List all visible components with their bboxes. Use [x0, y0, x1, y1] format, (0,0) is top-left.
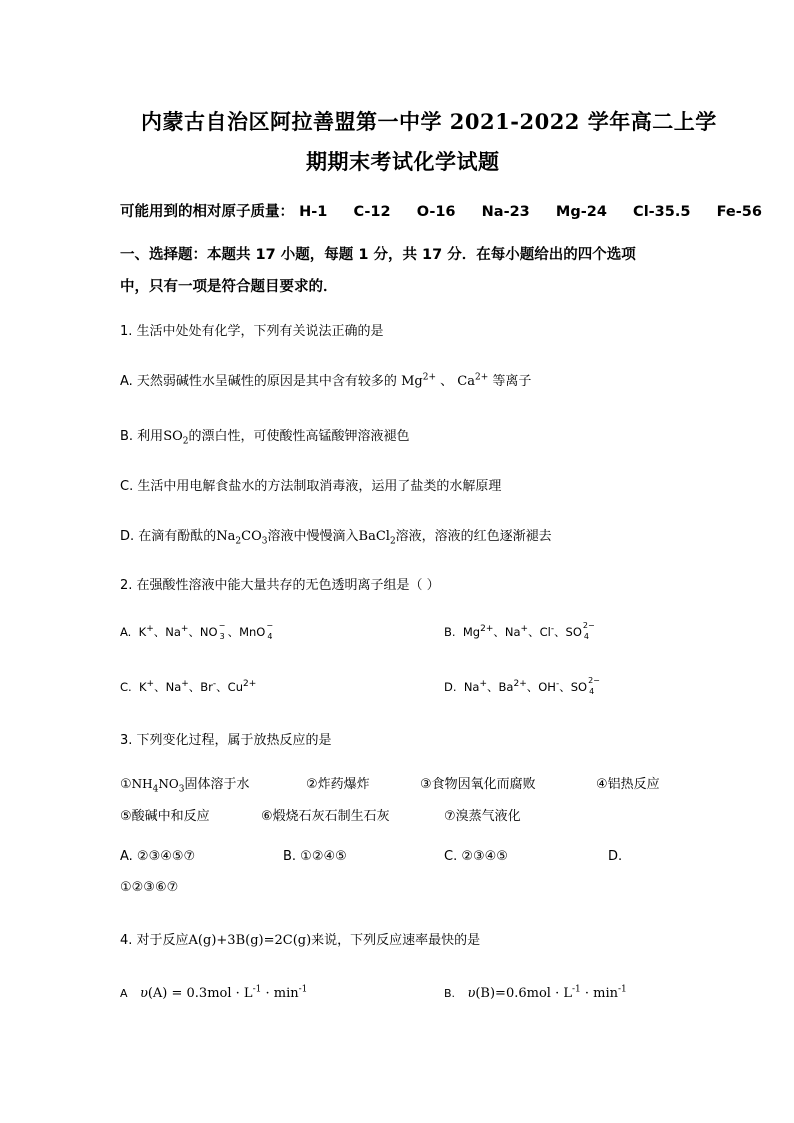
q1-option-b-pre: B. 利用: [120, 429, 164, 444]
section-heading-line2: 中，只有一项是符合题目要求的．: [120, 279, 338, 295]
q3-option-c: C. ②③④⑤: [444, 849, 508, 864]
q3-item-6: ⑥煅烧石灰石制生石灰: [261, 809, 390, 824]
q3-stem: 3. 下列变化过程，属于放热反应的是: [120, 733, 332, 748]
na2co3-formula: $Na_2CO_3$: [216, 529, 268, 547]
q1-stem: 1. 生活中处处有化学，下列有关说法正确的是: [120, 324, 384, 339]
q2-stem: 2. 在强酸性溶液中能大量共存的无色透明离子组是（ ）: [120, 578, 440, 593]
q4-stem-post: 来说，下列反应速率最快的是: [311, 933, 481, 948]
atomic-mass-h: H-1: [299, 204, 328, 220]
q1-option-d: [120, 525, 552, 547]
q1-option-a: A. 天然弱碱性水呈碱性的原因是其中含有较多的 $Mg^{2+}$ 、 $Ca^{2+}$ 等离子: [120, 372, 532, 389]
q3-item-4: ④铝热反应: [596, 777, 660, 792]
q2-option-a: A. K+、Na+、NO − 3 、MnO − 4: [120, 620, 274, 641]
so2-formula: $SO_2$: [163, 429, 189, 447]
q2-option-a-label: A.: [120, 625, 132, 639]
q4-option-b: [444, 986, 627, 1001]
q3-option-d-label: D.: [608, 849, 623, 864]
q3-option-a: A. ②③④⑤⑦: [120, 849, 196, 864]
q3-item-1: $①NH_4NO_3$固体溶于水: [120, 777, 250, 795]
atomic-mass-fe: Fe-56: [716, 204, 762, 220]
q2-option-b: B. $Mg^{2+}$、Na+、Cl-、SO 2− 4: [444, 620, 595, 641]
ca-ion-formula: $Ca^{2+}$: [457, 372, 489, 389]
q4-stem-pre: 4. 对于反应: [120, 933, 189, 948]
rate-a-expression: $\upsilon(A) = 0.3mol \cdot L^{-1} \cdot \min^{-1}$: [139, 984, 308, 1001]
q3-option-b: B. ①②④⑤: [283, 849, 347, 864]
q1-option-d-mid: 溶液中慢慢滴入: [267, 529, 359, 544]
nh4no3-formula: $NH_4NO_3$: [131, 777, 185, 795]
page-title-line2: 期期末考试化学试题: [306, 149, 500, 174]
q2-option-d-label: D.: [444, 680, 457, 694]
section-heading-line1: 一、选择题：本题共 17 小题，每题 1 分，共 17 分．在每小题给出的四个选项: [120, 247, 636, 263]
q1-option-a-pre: A. 天然弱碱性水呈碱性的原因是其中含有较多的: [120, 374, 397, 389]
q3-item-2: ②炸药爆炸: [306, 777, 370, 792]
atomic-masses: [120, 200, 762, 221]
q1-option-a-post: 等离子: [492, 374, 532, 389]
q2-option-d: D. Na+、$Ba^{2+}$、OH-、SO 2− 4: [444, 675, 600, 696]
reaction-equation: A(g)+3B(g)=2C(g): [188, 933, 312, 948]
q4-option-a: [120, 986, 307, 1001]
q4-stem: [120, 929, 480, 948]
q3-option-d-value: ①②③⑥⑦: [120, 880, 179, 895]
atomic-mass-mg: Mg-24: [555, 204, 607, 220]
rate-b-expression: $\upsilon(B)=0.6mol \cdot L^{-1} \cdot \min^{-1}$: [467, 984, 627, 1001]
atomic-masses-label: 可能用到的相对原子质量：: [120, 204, 294, 220]
q1-option-c: C. 生活中用电解食盐水的方法制取消毒液，运用了盐类的水解原理: [120, 479, 502, 494]
q2-option-b-label: B.: [444, 625, 456, 639]
q1-option-d-post: 溶液，溶液的红色逐渐褪去: [395, 529, 552, 544]
page-title-line1: 内蒙古自治区阿拉善盟第一中学 2021-2022 学年高二上学: [141, 109, 717, 134]
atomic-mass-na: Na-23: [481, 204, 530, 220]
q1-option-b-post: 的漂白性，可使酸性高锰酸钾溶液褪色: [188, 429, 410, 444]
atomic-mass-cl: Cl-35.5: [633, 204, 691, 220]
q2-option-c: C. K+、Na+、Br-、$Cu^{2+}$: [120, 679, 257, 694]
q3-item-5: ⑤酸碱中和反应: [120, 809, 210, 824]
atomic-mass-o: O-16: [416, 204, 456, 220]
q3-item-7: ⑦溴蒸气液化: [444, 809, 521, 824]
atomic-mass-c: C-12: [353, 204, 391, 220]
q1-option-b: [120, 425, 410, 447]
q3-item-3: ③食物因氧化而腐败: [420, 777, 536, 792]
mg-ion-formula: $Mg^{2+}$: [401, 372, 436, 389]
q4-option-b-label: B.: [444, 987, 456, 1000]
q4-option-a-label: A: [120, 987, 128, 1000]
q1-option-d-pre: D. 在滴有酚酞的: [120, 529, 217, 544]
bacl2-formula: BaCl$_2$: [358, 529, 396, 547]
q2-option-c-label: C.: [120, 680, 132, 694]
